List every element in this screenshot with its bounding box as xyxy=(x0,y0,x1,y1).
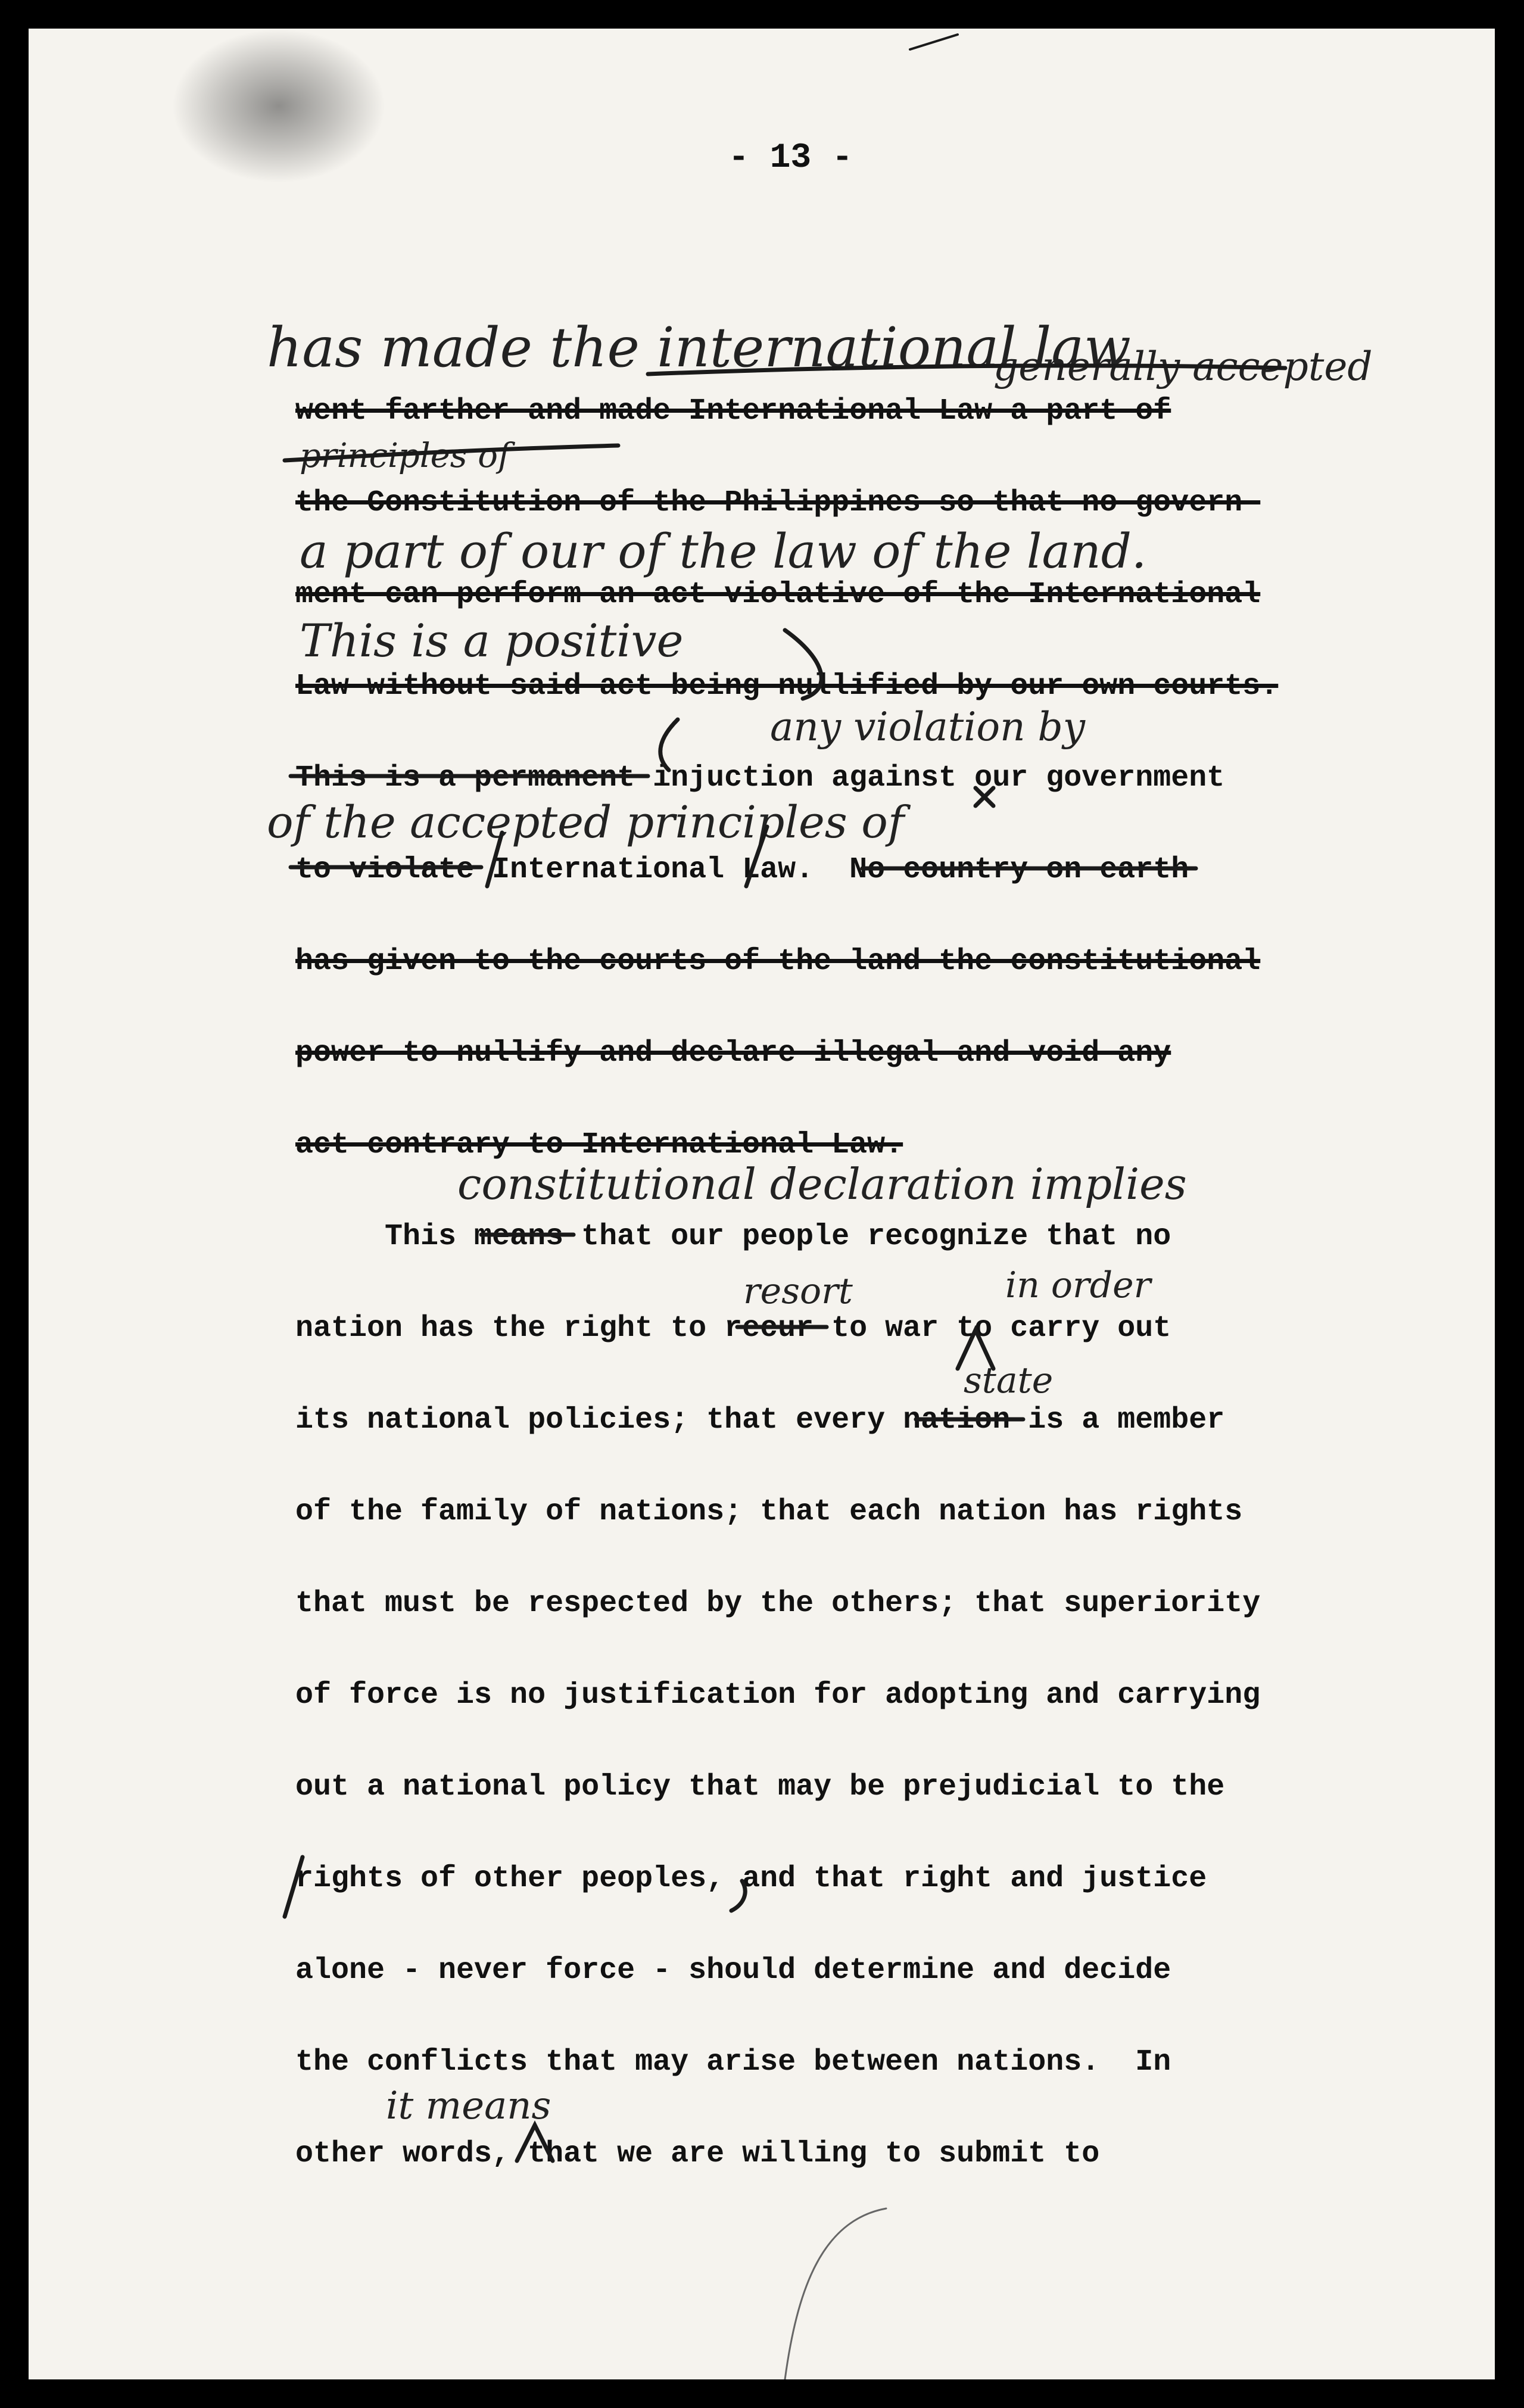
typed-line-15: of force is no justification for adopting and carrying xyxy=(295,1678,1261,1712)
typed-line-19: the conflicts that may arise between nations. In xyxy=(295,2045,1171,2079)
handwritten-note-1: has made the international law xyxy=(267,316,1131,379)
typed-line-20: other words, that we are willing to submit to xyxy=(295,2137,1100,2171)
typed-line-6: to violate International Law. No country on earth xyxy=(295,853,1189,887)
typed-line-13: of the family of nations; that each nation has rights xyxy=(295,1495,1243,1529)
handwritten-note-8: constitutional declaration implies xyxy=(457,1159,1187,1209)
typed-line-12: its national policies; that every nation is a member xyxy=(295,1403,1225,1437)
handwritten-note-11: state xyxy=(964,1360,1054,1401)
typed-line-8: power to nullify and declare illegal and void any xyxy=(295,1036,1171,1070)
typed-line-16: out a national policy that may be prejudicial to the xyxy=(295,1770,1225,1804)
handwritten-note-3: principles of xyxy=(300,437,510,475)
typed-line-3: ment can perform an act violative of the International xyxy=(295,578,1261,612)
handwritten-note-6: any violation by xyxy=(770,704,1086,750)
handwritten-note-10: in order xyxy=(1005,1264,1151,1306)
typed-line-10: This means that our people recognize that no xyxy=(295,1220,1171,1254)
document-page xyxy=(29,29,1495,2379)
handwritten-note-5: This is a positive xyxy=(300,614,684,667)
typed-line-17: rights of other peoples, and that right and justice xyxy=(295,1862,1207,1896)
handwritten-note-9: resort xyxy=(743,1270,853,1312)
typed-line-5: This is a permanent injuction against our government xyxy=(295,761,1225,795)
typed-line-7: has given to the courts of the land the constitutional xyxy=(295,945,1261,979)
typed-line-1: went farther and made International Law a part of xyxy=(295,394,1171,428)
typed-line-18: alone - never force - should determine and decide xyxy=(295,1954,1171,1988)
typed-line-11: nation has the right to recur to war to carry out xyxy=(295,1312,1171,1345)
handwritten-note-4: a part of our of the law of the land. xyxy=(300,524,1147,579)
handwritten-note-12: it means xyxy=(386,2084,551,2128)
typed-line-4: Law without said act being nullified by our own courts. xyxy=(295,669,1279,703)
page-number: - 13 - xyxy=(728,139,853,177)
ink-smudge xyxy=(172,29,386,183)
typed-line-14: that must be respected by the others; that superiority xyxy=(295,1587,1261,1621)
handwritten-note-7: of the accepted principles of xyxy=(267,797,905,848)
handwritten-note-2: generally accepted xyxy=(993,344,1373,390)
typed-line-2: the Constitution of the Philippines so that no govern- xyxy=(295,486,1261,520)
typed-line-9: act contrary to International Law. xyxy=(295,1128,903,1162)
